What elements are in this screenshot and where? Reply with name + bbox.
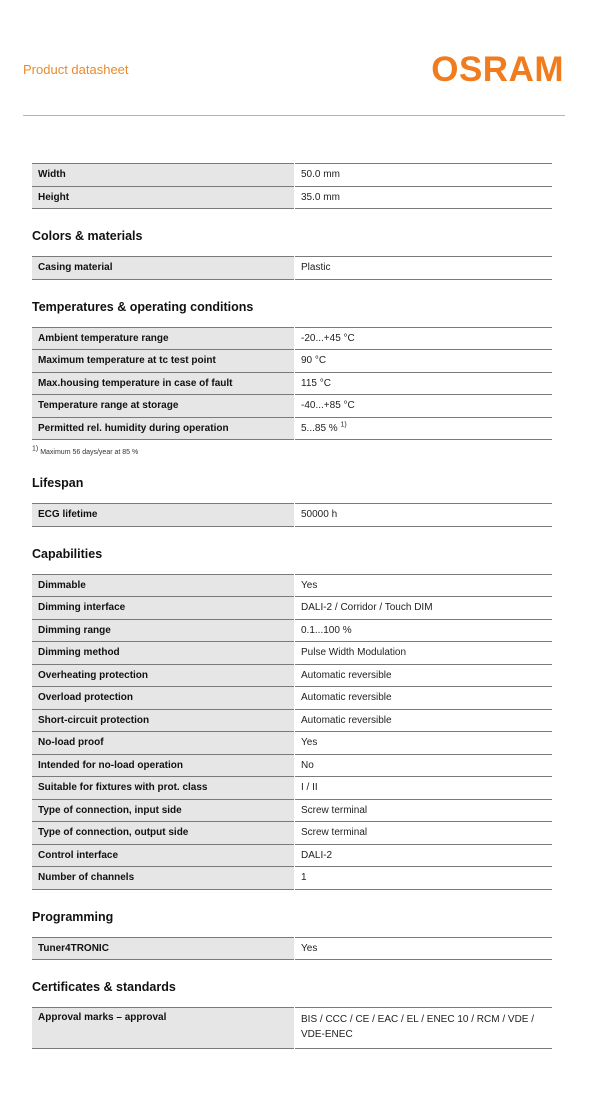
spec-value: [295, 372, 553, 395]
footnote-marker: 1): [340, 421, 347, 429]
spec-value-text: DALI-2: [301, 849, 333, 861]
spec-value-text: Yes: [301, 942, 318, 954]
spec-value: [295, 664, 553, 687]
table-row: [32, 937, 552, 960]
spec-content: [32, 163, 552, 1049]
spec-value-text: No: [301, 759, 314, 771]
footnote: [32, 445, 552, 456]
spec-value: [295, 186, 553, 209]
spec-table: [32, 163, 552, 209]
spec-label: Max.housing temperature in case of fault: [32, 372, 295, 395]
table-row: [32, 822, 552, 845]
spec-value-text: 115 °C: [301, 377, 331, 389]
spec-value: [295, 350, 553, 373]
spec-label: Maximum temperature at tc test point: [32, 350, 295, 373]
section-title: Temperatures & operating conditions: [32, 299, 254, 314]
spec-table: [32, 256, 552, 280]
section-title: Lifespan: [32, 476, 84, 490]
spec-value-text: 0.1...100 %: [301, 624, 352, 636]
table-row: [32, 687, 552, 710]
spec-value-text: Yes: [301, 579, 318, 591]
spec-label: Approval marks – approval: [32, 1008, 295, 1049]
table-row: [32, 164, 552, 187]
spec-value: [295, 709, 553, 732]
spec-value: [295, 799, 553, 822]
spec-value-text: Plastic: [301, 262, 331, 274]
spec-value: [295, 937, 553, 960]
section-title: Certificates & standards: [32, 980, 176, 994]
header-divider: [23, 115, 565, 116]
spec-value: [295, 822, 553, 845]
spec-value: [295, 1008, 553, 1049]
page-header: [0, 0, 600, 120]
spec-value: [295, 327, 553, 350]
spec-label: Control interface: [32, 844, 295, 867]
spec-label: Casing material: [32, 257, 295, 280]
table-row: [32, 642, 552, 665]
spec-value: [295, 164, 553, 187]
spec-value: [295, 867, 553, 890]
doc-title: Product datasheet: [23, 62, 129, 77]
spec-label: Overload protection: [32, 687, 295, 710]
table-row: [32, 186, 552, 209]
table-row: [32, 327, 552, 350]
spec-value: [295, 687, 553, 710]
spec-table: [32, 1007, 552, 1049]
spec-value-text: 5...85 %: [301, 422, 338, 434]
osram-logo: OSRAM: [431, 50, 564, 89]
spec-value: [295, 597, 553, 620]
spec-label: No-load proof: [32, 732, 295, 755]
table-row: [32, 395, 552, 418]
spec-label: Tuner4TRONIC: [32, 937, 295, 960]
spec-label: Suitable for fixtures with prot. class: [32, 777, 295, 800]
spec-value-text: Screw terminal: [301, 804, 368, 816]
spec-label: Type of connection, output side: [32, 822, 295, 845]
table-row: [32, 504, 552, 527]
spec-value: [295, 257, 553, 280]
spec-value-text: DALI-2 / Corridor / Touch DIM: [301, 602, 433, 614]
spec-value: [295, 417, 553, 440]
spec-table: [32, 574, 552, 890]
spec-table: [32, 327, 552, 441]
spec-label: Permitted rel. humidity during operation: [32, 417, 295, 440]
table-row: [32, 799, 552, 822]
spec-value-text: Automatic reversible: [301, 692, 392, 704]
spec-value: [295, 395, 553, 418]
spec-value-text: 50.0 mm: [301, 169, 340, 181]
spec-value: [295, 777, 553, 800]
spec-value-text: Pulse Width Modulation: [301, 647, 407, 659]
spec-label: Dimming range: [32, 619, 295, 642]
spec-label: Short-circuit protection: [32, 709, 295, 732]
spec-label: Intended for no-load operation: [32, 754, 295, 777]
table-row: [32, 867, 552, 890]
spec-label: Number of channels: [32, 867, 295, 890]
spec-value-text: 90 °C: [301, 355, 327, 367]
spec-value-text: Automatic reversible: [301, 714, 392, 726]
spec-value-text: BIS / CCC / CE / EAC / EL / ENEC 10 / RCM / VDE / VDE-ENEC: [301, 1014, 535, 1040]
spec-label: Dimming method: [32, 642, 295, 665]
spec-value-text: -20...+45 °C: [301, 332, 355, 344]
spec-label: Temperature range at storage: [32, 395, 295, 418]
table-row: [32, 754, 552, 777]
spec-label: Ambient temperature range: [32, 327, 295, 350]
table-row: [32, 574, 552, 597]
section-title: Programming: [32, 909, 114, 924]
spec-value-text: Screw terminal: [301, 827, 368, 839]
spec-value: [295, 504, 553, 527]
spec-label: Height: [32, 186, 295, 209]
section-title: Colors & materials: [32, 229, 143, 243]
spec-label: Overheating protection: [32, 664, 295, 687]
spec-label: ECG lifetime: [32, 504, 295, 527]
table-row: [32, 350, 552, 373]
table-row: [32, 664, 552, 687]
spec-value-text: Yes: [301, 737, 318, 749]
table-row: [32, 619, 552, 642]
table-row: [32, 777, 552, 800]
spec-value: [295, 642, 553, 665]
spec-value-text: -40...+85 °C: [301, 400, 355, 412]
spec-label: Dimming interface: [32, 597, 295, 620]
table-row: [32, 372, 552, 395]
spec-value: [295, 844, 553, 867]
table-row: [32, 1008, 552, 1049]
spec-value: [295, 754, 553, 777]
spec-label: Width: [32, 164, 295, 187]
spec-value: [295, 574, 553, 597]
spec-table: [32, 937, 552, 961]
table-row: [32, 844, 552, 867]
spec-value-text: 1: [301, 872, 307, 884]
table-row: [32, 732, 552, 755]
spec-label: Type of connection, input side: [32, 799, 295, 822]
table-row: [32, 597, 552, 620]
table-row: [32, 257, 552, 280]
spec-label: Dimmable: [32, 574, 295, 597]
spec-value-text: Automatic reversible: [301, 669, 392, 681]
footnote-text: Maximum 56 days/year at 85 %: [40, 449, 139, 456]
footnote-number: 1): [32, 445, 39, 453]
table-row: [32, 709, 552, 732]
section-title: Capabilities: [32, 546, 103, 561]
spec-value-text: 35.0 mm: [301, 191, 340, 203]
spec-value-text: 50000 h: [301, 509, 338, 521]
spec-value-text: I / II: [301, 782, 318, 794]
table-row: [32, 417, 552, 440]
spec-value: [295, 619, 553, 642]
spec-table: [32, 503, 552, 527]
spec-value: [295, 732, 553, 755]
